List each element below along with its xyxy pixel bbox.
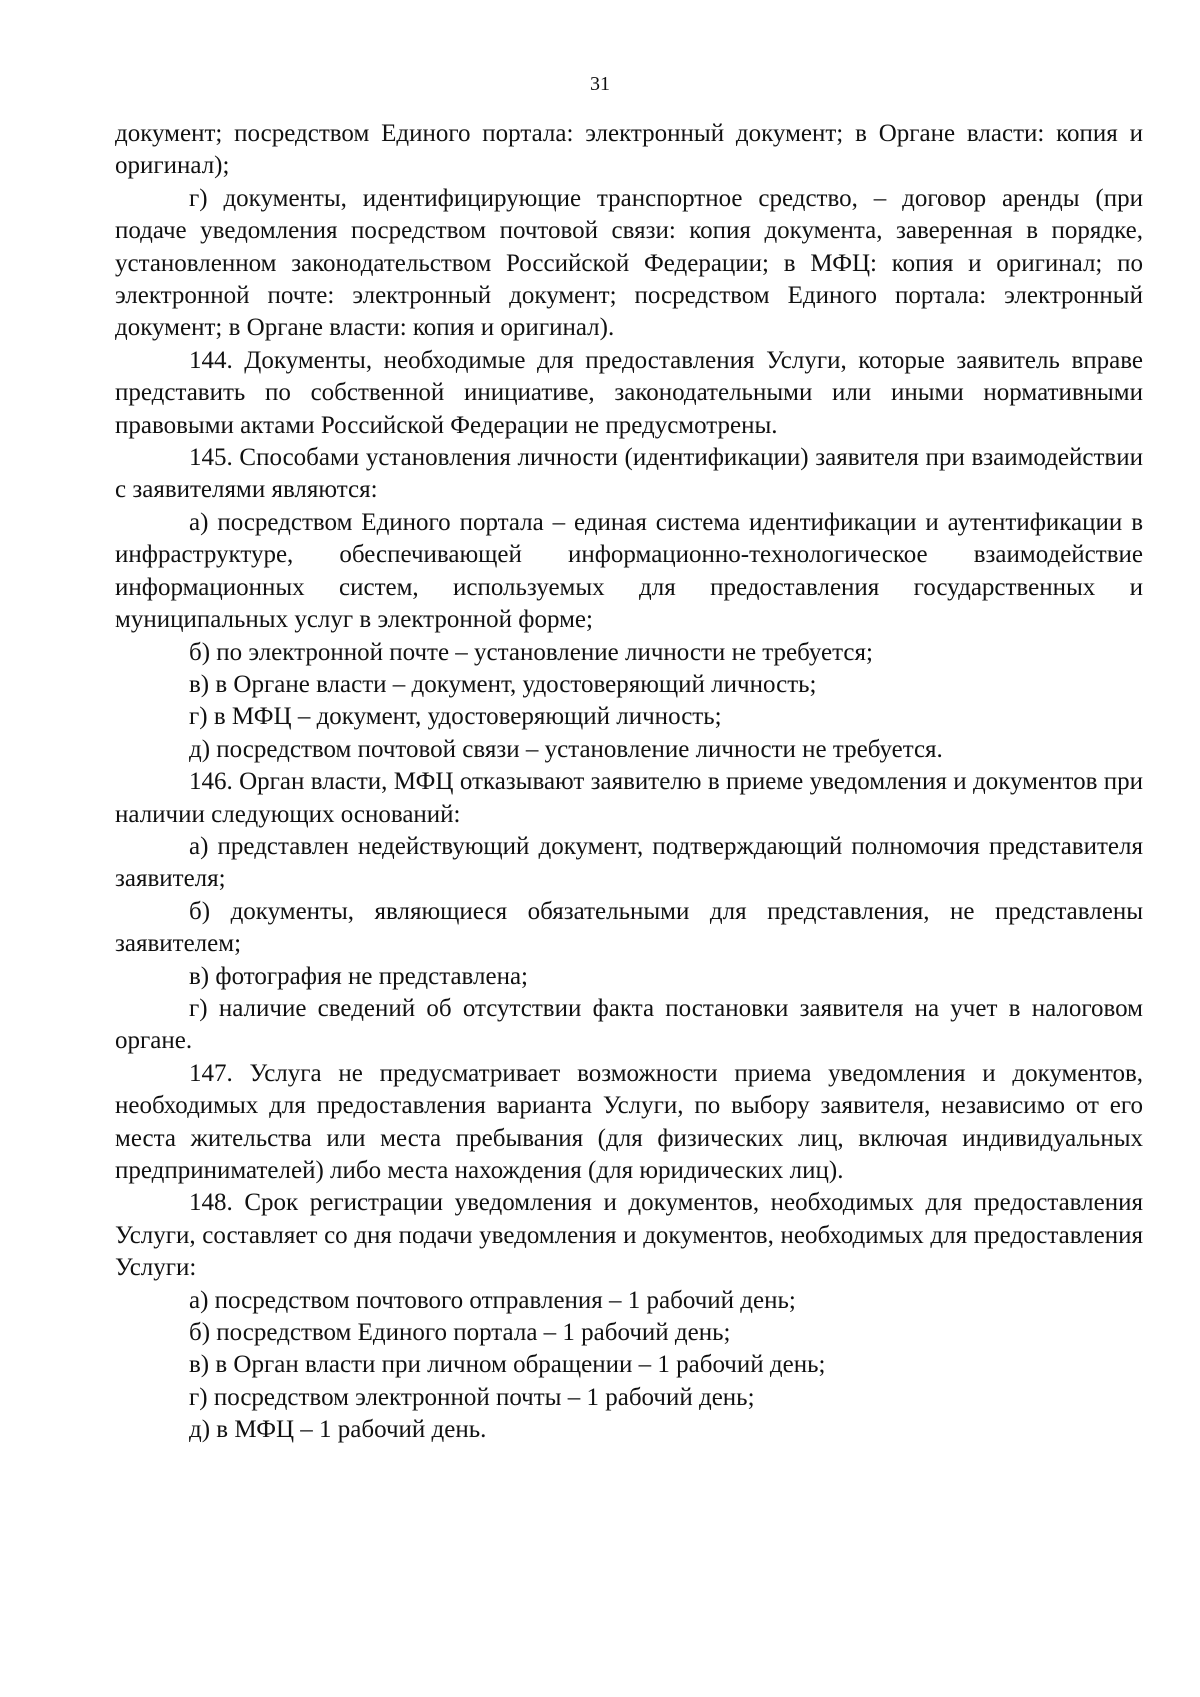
paragraph-146-item-b: б) документы, являющиеся обязательными для представления, не представлены заявителем; (115, 897, 1143, 958)
paragraph-146-item-a: а) представлен недействующий документ, подтверждающий полномочия представителя заявителя; (115, 832, 1143, 893)
paragraph-148-item-b: б) посредством Единого портала – 1 рабочий день; (189, 1319, 731, 1347)
paragraph-145-item-a: а) посредством Единого портала – единая система идентификации и аутентификации в инфраструктуре, обеспечивающей информационно-технологическое взаимодействие информационных систем, используемых для предоставления государственных и муниципальных услуг в электронной форме; (115, 508, 1143, 634)
paragraph-148-item-d: д) в МФЦ – 1 рабочий день. (189, 1416, 487, 1444)
paragraph-145: 145. Способами установления личности (идентификации) заявителя при взаимодействии с заявителями являются: (115, 444, 1143, 504)
paragraph-continuation: документ; посредством Единого портала: электронный документ; в Органе власти: копия и оригинал); (115, 120, 1143, 180)
paragraph-146-item-v: в) фотография не представлена; (189, 962, 529, 990)
paragraph-145-item-b: б) по электронной почте – установление личности не требуется; (189, 638, 873, 666)
paragraph-144: 144. Документы, необходимые для предоставления Услуги, которые заявитель вправе представить по собственной инициативе, законодательными или иными нормативными правовыми актами Российской Федерации не предусмотрены. (115, 346, 1143, 439)
page-number: 31 (590, 73, 610, 95)
paragraph-146-item-g: г) наличие сведений об отсутствии факта постановки заявителя на учет в налоговом органе. (115, 994, 1143, 1055)
paragraph-148: 148. Срок регистрации уведомления и документов, необходимых для предоставления Услуги, составляет со дня подачи уведомления и документов, необходимых для предоставления Услуги: (115, 1189, 1143, 1282)
paragraph-145-item-v: в) в Органе власти – документ, удостоверяющий личность; (189, 670, 817, 698)
paragraph-145-item-g: г) в МФЦ – документ, удостоверяющий личность; (189, 703, 722, 731)
paragraph-146: 146. Орган власти, МФЦ отказывают заявителю в приеме уведомления и документов при наличии следующих оснований: (115, 768, 1143, 828)
paragraph-147: 147. Услуга не предусматривает возможности приема уведомления и документов, необходимых для предоставления варианта Услуги, по выбору заявителя, независимо от его места жительства или места пребывания (для физических лиц, включая индивидуальных предпринимателей) либо места нахождения (для юридических лиц). (115, 1059, 1143, 1184)
paragraph-148-item-v: в) в Орган власти при личном обращении – 1 рабочий день; (189, 1351, 826, 1379)
document-body (115, 118, 1143, 1447)
paragraph-item-g-vehicle-documents: г) документы, идентифицирующие транспортное средство, – договор аренды (при подаче уведомления посредством почтовой связи: копия документа, заверенная в порядке, установленном законодательством Российской Федерации; в МФЦ: копия и оригинал; по электронной почте: электронный документ; посредством Единого портала: электронный документ; в Органе власти: копия и оригинал). (115, 184, 1143, 342)
paragraph-148-item-g: г) посредством электронной почты – 1 рабочий день; (189, 1383, 755, 1411)
paragraph-148-item-a: а) посредством почтового отправления – 1 рабочий день; (189, 1286, 796, 1314)
paragraph-145-item-d: д) посредством почтовой связи – установление личности не требуется. (189, 735, 943, 763)
